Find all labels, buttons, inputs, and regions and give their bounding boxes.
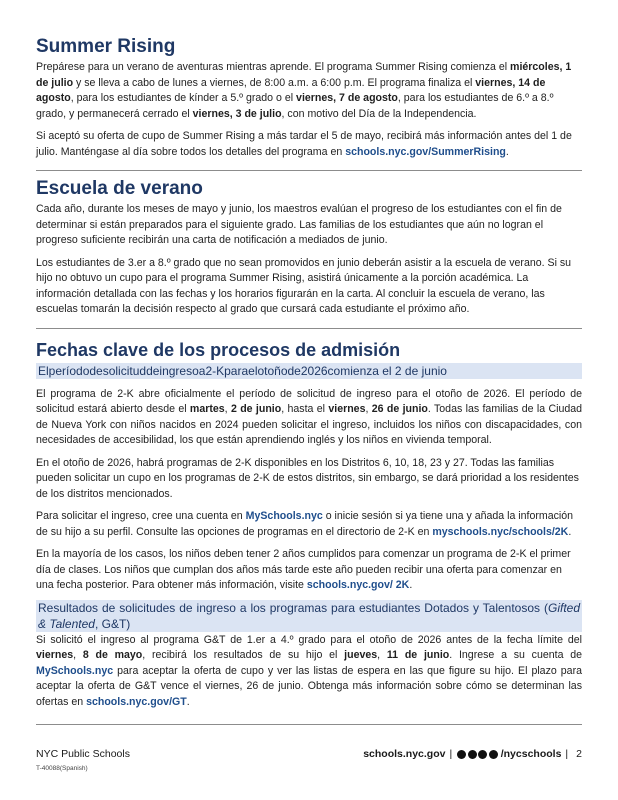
fechas-heading: Fechas clave de los procesos de admisión [36,339,401,360]
fechas-paragraph-5: Si solicitó el ingreso al programa G&T de 1.er a 4.º grado para el otoño de 2026 antes de la fecha límite del viernes, 8 de mayo, recibirá los resultados de su hijo el jueves, 11 de junio. Ingrese a su cuenta de MySchools.nyc para aceptar la oferta de cupo y ver las listas de espera en las que figure su hijo. El plazo para aceptar la oferta de G&T vence el viernes, 26 de junio. Obtenga más información sobre cómo se determinan las ofertas en schools.nyc.gov/GT. [36,633,583,708]
summer-paragraph-1: Prepárese para un verano de aventuras mientras aprende. El programa Summer Rising comienza el miércoles, 1 de julio y se lleva a cabo de lunes a viernes, de 8:00 a.m. a 6:00 p.m. El programa finaliza el viernes, 14 de agosto, para los estudiantes de kínder a 5.º grado o el viernes, 7 de agosto, para los estudiantes de 6.º a 8.º grado, y permanecerá cerrado el viernes, 3 de julio, con motivo del Día de la Independencia. [36,61,572,120]
footer-right [363,748,582,761]
escuela-heading: Escuela de verano [36,178,203,199]
fechas-paragraph-2: En el otoño de 2026, habrá programas de 2-K disponibles en los Distritos 6, 10, 18, 23 y 27. Todas las familias pueden solicitar un cupo en los programas de 2-K de estos distritos, sin embargo, se dará prioridad a los residentes de los distritos mencionados. [36,456,579,500]
fechas-paragraph-1: El programa de 2-K abre oficialmente el período de solicitud de ingreso para el otoño de 2026. El período de solicitud estará abierto desde el martes, 2 de junio, hasta el viernes, 26 de junio. Todas las familias de la Ciudad de Nueva York con niños nacidos en 2024 pueden solicitar el ingreso, incluidos los niños con discapacidades, con necesidades de accesibilidad, los que están aprendiendo inglés y los niños en vivienda temporal. [36,387,583,446]
escuela-paragraph-1: Cada año, durante los meses de mayo y junio, los maestros evalúan el progreso de los estudiantes con el fin de determinar si están preparados para el siguiente grado. Las familias de los estudiantes que aún no logran el progreso suficiente recibirán una carta de notificación a mediados de junio. [36,203,562,246]
section-band-2k: Elperíododesolicituddeingresoa2-Kparaelotoñode2026comienza el 2 de junio [36,363,582,379]
fechas-paragraph-4: En la mayoría de los casos, los niños deben tener 2 años cumplidos para comenzar un programa de 2-K el primer día de clases. Los niños que cumplan dos años más tarde este año pueden recibir una oferta para comenzar en una fecha posterior. Para obtener más información, visite schools.nyc.gov/ 2K. [36,548,571,591]
myschools-gt-link[interactable]: MySchools.nyc [36,664,114,677]
facebook-icon[interactable] [457,750,466,759]
page-content [36,36,582,725]
summer-paragraph-2: Si aceptó su oferta de cupo de Summer Rising a más tardar el 5 de mayo, recibirá más información antes del 1 de julio. Manténgase al día sobre todos los detalles del programa en schools.nyc.gov/SummerRising. [36,130,572,158]
footer-social-handle[interactable]: /nycschools [500,748,562,760]
divider [36,724,582,725]
gt-info-link[interactable]: schools.nyc.gov/GT [86,695,187,708]
footer-site-link[interactable]: schools.nyc.gov [363,748,446,760]
footer-separator: | [449,748,453,760]
schools-2k-link[interactable]: schools.nyc.gov/ 2K [306,579,410,591]
page-number: 2 [576,748,582,760]
divider [36,170,582,171]
summer-heading: Summer Rising [36,36,176,57]
footer-org: NYC Public Schools [36,748,130,760]
instagram-icon[interactable] [468,750,477,759]
fechas-paragraph-3: Para solicitar el ingreso, cree una cuenta en MySchools.nyc o inicie sesión si ya tiene una y añada la información de su hijo a su perfil. Consulte las opciones de programas en el directorio de 2-K en myschools.nyc/schools/2K. [36,510,574,538]
youtube-icon[interactable] [489,750,498,759]
footer-left [36,748,130,774]
directory-2k-link[interactable]: myschools.nyc/schools/2K [432,525,569,538]
myschools-link[interactable]: MySchools.nyc [245,510,323,522]
footer-code: T-40088(Spanish) [36,765,88,772]
x-icon[interactable] [478,750,487,759]
divider [36,328,582,329]
footer-separator: | [565,748,569,760]
escuela-paragraph-2: Los estudiantes de 3.er a 8.º grado que no sean promovidos en junio deberán asistir a la escuela de verano. Si su hijo no obtuvo un cupo para el programa Summer Rising, asistirá únicamente a la porción académica. La información detallada con las fechas y los horarios figurarán en la carta. Al concluir la escuela de verano, las escuelas tomarán la decisión respecto al grado que cursará cada estudiante el próximo año. [36,256,572,315]
summer-rising-link[interactable]: schools.nyc.gov/SummerRising [345,145,506,158]
section-band-gt: Resultados de solicitudes de ingreso a los programas para estudiantes Dotados y Talentosos (Gifted & Talented, G&T) [38,600,580,631]
